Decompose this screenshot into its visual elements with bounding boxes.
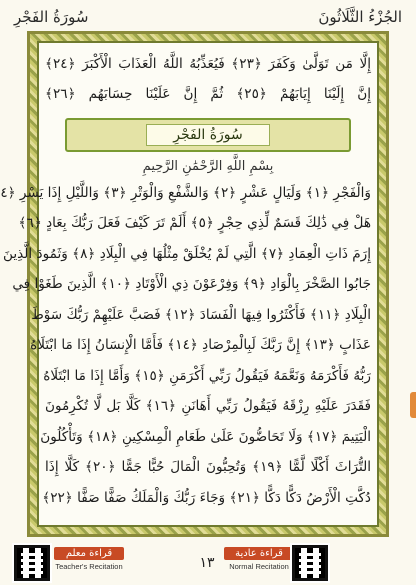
verse-line: جَابُوا الصَّخْرَ بِالْوَادِ ﴿٩﴾ وَفِرْعَوْنَ ذِي الْأَوْتَادِ ﴿١٠﴾ الَّذِينَ طَغَوْا فِي [12,276,371,293]
text-area [0,41,379,527]
verse-line: عَذَابٍ ﴿١٣﴾ إِنَّ رَبَّكَ لَبِالْمِرْصَادِ ﴿١٤﴾ فَأَمَّا الْإِنسَانُ إِذَا مَا ابْتَلَاهُ [30,337,371,354]
page-number: ١٣ [199,555,215,571]
page-edge-marker [410,392,416,418]
verse-line: رَبُّهُ فَأَكْرَمَهُ وَنَعَّمَهُ فَيَقُولُ رَبِّي أَكْرَمَنِ ﴿١٥﴾ وَأَمَّا إِذَا مَا ابْتَلَاهُ [43,367,371,384]
verse-line: إِرَمَ ذَاتِ الْعِمَادِ ﴿٧﴾ الَّتِي لَمْ يُخْلَقْ مِثْلُهَا فِي الْبِلَادِ ﴿٨﴾ وَثَمُودَ الَّذِينَ [3,245,371,262]
verse-line: إِنَّ إِلَيْنَا إِيَابَهُمْ ﴿٢٥﴾ ثُمَّ إِنَّ عَلَيْنَا حِسَابَهُم ﴿٢٦﴾ [45,86,371,103]
teacher-recitation-label-ar: قراءة معلم [54,547,124,560]
normal-recitation-link[interactable] [224,547,294,571]
qr-code-teacher-icon[interactable] [14,545,50,581]
teacher-recitation-link[interactable] [54,547,124,571]
verse-line: الْبِلَادِ ﴿١١﴾ فَأَكْثَرُوا فِيهَا الْفَسَادَ ﴿١٢﴾ فَصَبَّ عَلَيْهِمْ رَبُّكَ سَوْطَ [31,306,371,323]
verse-line: التُّرَاثَ أَكْلًا لَّمًّا ﴿١٩﴾ وَتُحِبُّونَ الْمَالَ حُبًّا جَمًّا ﴿٢٠﴾ كَلَّا إِذَا [45,459,371,476]
normal-recitation-label-ar: قراءة عادية [224,547,294,560]
surah-title-banner [65,118,351,152]
surah-title: سُورَةُ الفَجْرِ [146,124,270,146]
verse-line: هَلْ فِي ذَٰلِكَ قَسَمٌ لِّذِي حِجْرٍ ﴿٥﴾ أَلَمْ تَرَ كَيْفَ فَعَلَ رَبُّكَ بِعَادٍ ﴿٦﴾ [18,215,371,232]
teacher-recitation-label-en: Teacher's Recitation [55,562,123,571]
verse-line: دُكَّتِ الْأَرْضُ دَكًّا دَكًّا ﴿٢١﴾ وَجَاءَ رَبُّكَ وَالْمَلَكُ صَفًّا صَفًّا ﴿٢٢﴾ [42,489,371,506]
qr-code-normal-icon[interactable] [292,545,328,581]
normal-recitation-label-en: Normal Recitation [229,562,289,571]
basmala: بِسْمِ اللَّهِ الرَّحْمَٰنِ الرَّحِيمِ [142,158,274,174]
page-header [14,4,402,30]
surah-name-header: سُورَةُ الفَجْرِ [14,8,89,26]
verse-line: وَالْفَجْرِ ﴿١﴾ وَلَيَالٍ عَشْرٍ ﴿٢﴾ وَالشَّفْعِ وَالْوَتْرِ ﴿٣﴾ وَاللَّيْلِ إِذَا يَسْرِ ﴿٤ [0,184,371,201]
juz-name-header: الجُزْءُ الثَّلَاثُونَ [318,8,402,26]
verse-line: فَقَدَرَ عَلَيْهِ رِزْقَهُ فَيَقُولُ رَبِّي أَهَانَنِ ﴿١٦﴾ كَلَّا بَل لَّا تُكْرِمُونَ [45,398,372,415]
verse-line: إِلَّا مَن تَوَلَّىٰ وَكَفَرَ ﴿٢٣﴾ فَيُعَذِّبُهُ اللَّهُ الْعَذَابَ الْأَكْبَرَ ﴿٢٤﴾ [45,55,371,72]
page-frame [0,31,389,537]
page-footer [0,541,416,585]
verse-line: الْيَتِيمَ ﴿١٧﴾ وَلَا تَحَاضُّونَ عَلَىٰ طَعَامِ الْمِسْكِينِ ﴿١٨﴾ وَتَأْكُلُونَ [40,428,371,445]
